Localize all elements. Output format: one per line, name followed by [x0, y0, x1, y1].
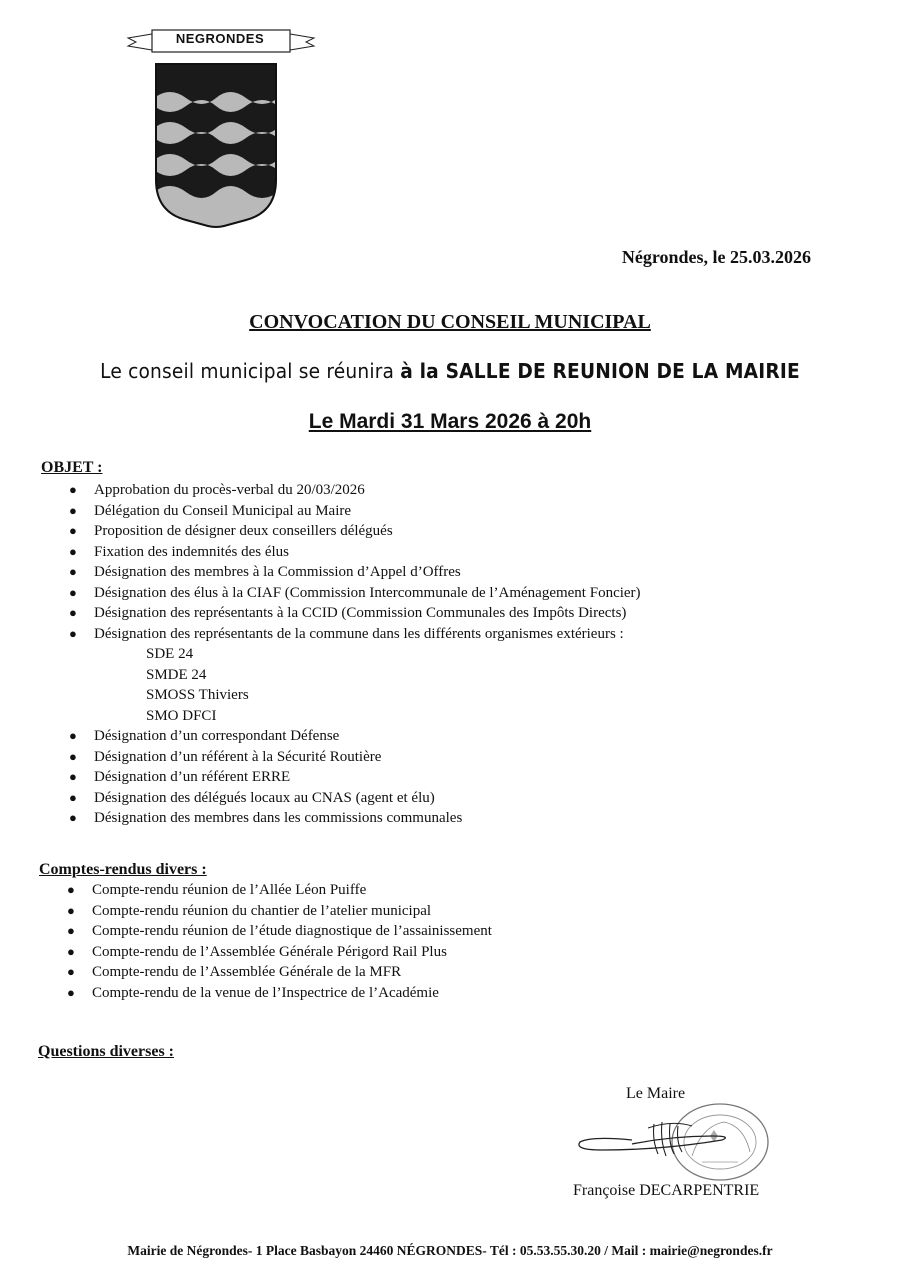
list-item: ● Approbation du procès-verbal du 20/03/2026 [42, 480, 641, 501]
organisme-item: SMDE 24 [146, 666, 207, 683]
bullet-icon: ● [69, 605, 77, 620]
bullet-icon: ● [69, 584, 77, 600]
list-item: ● Désignation d’un correspondant Défense [42, 726, 641, 747]
bullet-icon: ● [69, 564, 77, 579]
venue-line [32, 359, 869, 383]
page-title: CONVOCATION DU CONSEIL MUNICIPAL [249, 311, 651, 333]
bullet-icon: ● [67, 943, 75, 959]
list-item: ● Désignation des représentants à la CCID (Commission Communales des Impôts Directs) [42, 603, 641, 624]
signature-block [560, 1080, 800, 1210]
bullet-icon: ● [69, 728, 77, 743]
bullet-icon: ● [67, 902, 75, 918]
comptes-rendus-heading: Comptes-rendus divers : [39, 861, 207, 878]
bullet-icon: ● [67, 964, 75, 979]
document-date: Négrondes, le 25.03.2026 [621, 247, 811, 267]
list-item: ● Désignation des membres à la Commission d’Appel d’Offres [42, 562, 641, 583]
bullet-icon: ● [69, 482, 77, 497]
crest-commune-name: NEGRONDES [175, 31, 265, 46]
organisme-item: SMO DFCI [146, 707, 217, 724]
coat-of-arms [126, 28, 316, 203]
bullet-icon: ● [67, 984, 75, 1000]
bullet-icon: ● [69, 769, 77, 784]
handwritten-signature-icon [572, 1110, 742, 1170]
list-item: ● Désignation d’un référent à la Sécurité Routière [42, 747, 641, 768]
mayor-role: Le Maire [626, 1085, 686, 1102]
objet-list [42, 480, 641, 829]
list-item: ● Compte-rendu réunion de l’Allée Léon Puiffe [40, 880, 492, 901]
meeting-datetime: Le Mardi 31 Mars 2026 à 20h [308, 410, 592, 433]
list-item: ● Désignation d’un référent ERRE [42, 767, 641, 788]
list-item: ● Compte-rendu de l’Assemblée Générale de la MFR [40, 962, 492, 983]
venue-intro: Le conseil municipal se réunira [100, 359, 395, 383]
objet-heading: OBJET : [41, 459, 103, 476]
venue-place: à la SALLE DE REUNION DE LA MAIRIE [400, 359, 800, 383]
bullet-icon: ● [69, 748, 77, 764]
list-item: ● Compte-rendu réunion du chantier de l’atelier municipal [40, 901, 492, 922]
list-item: ● Délégation du Conseil Municipal au Maire [42, 501, 641, 522]
bullet-icon: ● [67, 882, 75, 897]
list-item: ● Proposition de désigner deux conseillers délégués [42, 521, 641, 542]
list-item: ● Compte-rendu de l’Assemblée Générale Périgord Rail Plus [40, 942, 492, 963]
mayor-name: Françoise DECARPENTRIE [573, 1182, 760, 1199]
questions-diverses-heading: Questions diverses : [38, 1043, 174, 1060]
list-item: ● Compte-rendu de la venue de l’Inspectrice de l’Académie [40, 983, 492, 1004]
list-item: ● Désignation des élus à la CIAF (Commission Intercommunale de l’Aménagement Foncier) [42, 583, 641, 604]
list-item: ● Compte-rendu réunion de l’étude diagnostique de l’assainissement [40, 921, 492, 942]
shield-waves-icon [154, 62, 278, 228]
list-item: ● Désignation des membres dans les commissions communales [42, 808, 641, 829]
bullet-icon: ● [69, 810, 77, 825]
bullet-icon: ● [69, 789, 77, 805]
bullet-icon: ● [67, 923, 75, 938]
comptes-rendus-list [40, 880, 492, 1003]
footer-address: Mairie de Négrondes- 1 Place Basbayon 24460 NÉGRONDES- Tél : 05.53.55.30.20 / Mail : mairie@negrondes.fr [127, 1243, 773, 1258]
organisme-item: SMOSS Thiviers [146, 687, 249, 703]
bullet-icon: ● [69, 625, 77, 641]
bullet-icon: ● [69, 502, 77, 518]
bullet-icon: ● [69, 543, 77, 559]
list-item: ● Fixation des indemnités des élus [42, 542, 641, 563]
list-item: ● Désignation des représentants de la commune dans les différents organismes extérieurs : [42, 624, 641, 645]
list-item: ● Désignation des délégués locaux au CNAS (agent et élu) [42, 788, 641, 809]
organisme-item: SDE 24 [146, 646, 194, 662]
bullet-icon: ● [69, 523, 77, 538]
